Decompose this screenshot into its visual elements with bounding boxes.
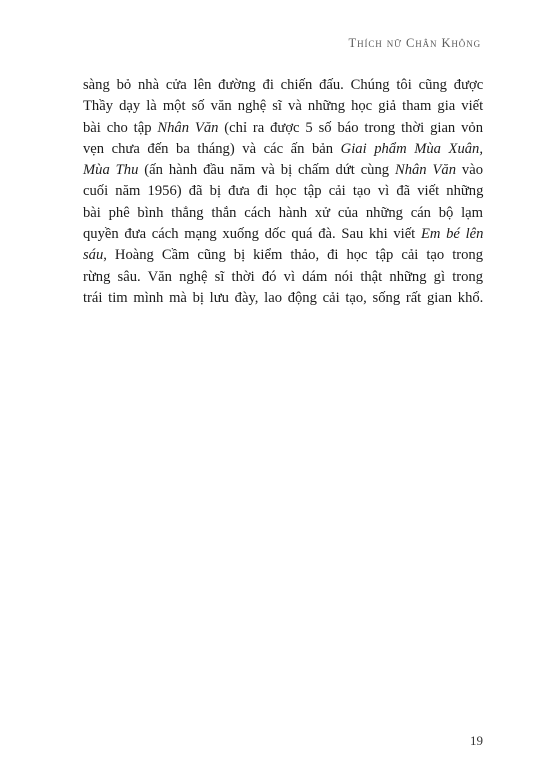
text-run: vào: [456, 162, 484, 179]
italic-title-text: Giai phẩm Mùa Xuân,: [340, 140, 484, 157]
text-line: [83, 160, 483, 181]
page-number: 19: [470, 733, 483, 748]
text-line: [83, 224, 483, 245]
italic-title-text: Nhân Văn: [394, 162, 457, 179]
text-run: cuối năm 1956) đã bị đưa đi học tập cải tạo vì đã viết những: [83, 183, 484, 200]
text-run: (ấn hành đầu năm và bị chấm dứt cùng: [138, 162, 395, 179]
text-line: [83, 245, 483, 266]
text-line: [83, 96, 483, 117]
italic-title-text: Mùa Thu: [83, 162, 139, 179]
text-line: [83, 118, 483, 139]
text-line: [83, 267, 483, 288]
text-line: [83, 181, 483, 202]
text-line: [83, 288, 483, 309]
text-run: Thầy dạy là một số văn nghệ sĩ và những học giả tham gia viết: [83, 98, 484, 115]
text-line: [83, 203, 483, 224]
text-run: bài phê bình thẳng thắn cách hành xử của những cán bộ lạm: [83, 204, 483, 221]
body-paragraph: [83, 75, 483, 309]
text-run: rừng sâu. Văn nghệ sĩ thời đó vì dám nói thật những gì trong: [83, 268, 484, 285]
text-line: [83, 75, 483, 96]
text-run: (chỉ ra được 5 số báo trong thời gian vỏn: [218, 119, 483, 136]
text-run: bài cho tập: [83, 119, 158, 136]
italic-title-text: Nhân Văn: [157, 119, 219, 136]
text-run: vẹn chưa đến ba tháng) và các ấn bản: [83, 140, 341, 157]
italic-title-text: Em bé lên: [420, 226, 484, 243]
italic-title-text: sáu: [83, 247, 104, 264]
running-header: Thích nữ Chân Không: [348, 36, 481, 50]
text-line: [83, 139, 483, 160]
text-run: sàng bỏ nhà cửa lên đường đi chiến đấu. Chúng tôi cũng được: [83, 77, 484, 93]
text-run: , Hoàng Cầm cũng bị kiểm thảo, đi học tập cải tạo trong: [103, 247, 483, 264]
text-run: trái tim mình mà bị lưu đày, lao động cải tạo, sống rất gian khổ.: [83, 289, 484, 306]
text-run: quyền đưa cách mạng xuống dốc quá đà. Sau khi viết: [83, 226, 421, 243]
